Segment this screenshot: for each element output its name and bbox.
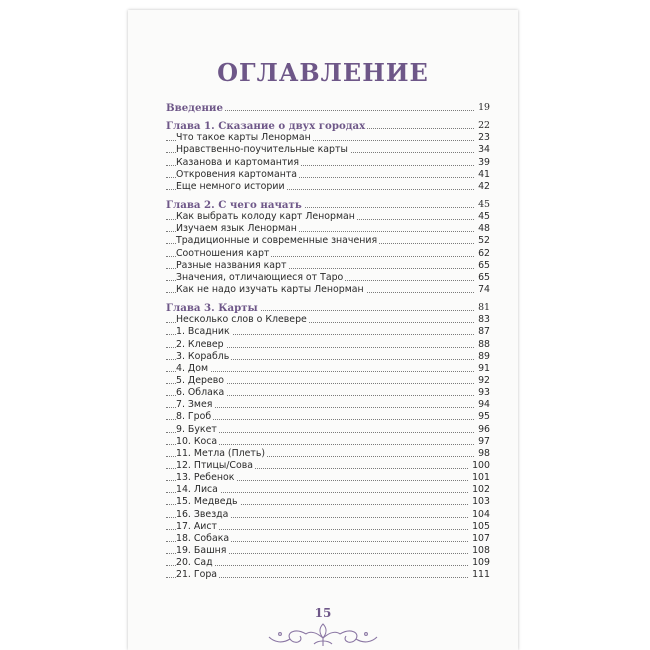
entry-page-number: 108 [469,545,490,557]
toc-entry [166,144,490,156]
dot-leader [166,371,482,372]
floral-ornament-icon [266,618,380,648]
book-page [128,10,518,650]
entry-title: Глава 3. Карты [166,302,258,315]
entry-title: Казанова и картомантия [176,156,300,168]
toc-entry [166,339,490,351]
entry-title: Значения, отличающиеся от Таро [176,271,344,283]
entry-title: 15. Медведь [176,496,238,508]
entry-title: Глава 2. С чего начать [166,198,302,211]
entry-page-number: 65 [475,272,490,284]
entry-page-number: 23 [475,132,490,144]
toc-entry [166,132,490,144]
entry-title: 4. Дом [176,362,209,374]
entry-page-number: 101 [469,472,490,484]
entry-page-number: 41 [475,169,490,181]
toc-entry [166,399,490,411]
entry-page-number: 104 [469,509,490,521]
entry-page-number: 39 [475,157,490,169]
entry-page-number: 74 [475,284,490,296]
entry-title: 3. Корабль [176,350,230,362]
entry-title: 19. Башня [176,544,227,556]
page-number: 15 [314,606,332,620]
entry-title: 6. Облака [176,387,225,399]
toc-entry [166,496,490,508]
toc-chapter [166,302,490,314]
entry-page-number: 45 [475,199,490,211]
toc-entry [166,211,490,223]
entry-title: Глава 1. Сказание о двух городах [166,120,366,133]
entry-page-number: 98 [475,448,490,460]
toc-entry [166,387,490,399]
toc-entry [166,545,490,557]
entry-title: Введение [166,102,223,114]
entry-page-number: 107 [469,533,490,545]
toc-entry [166,169,490,181]
entry-page-number: 105 [469,521,490,533]
entry-page-number: 83 [475,314,490,326]
entry-page-number: 88 [475,339,490,351]
entry-title: Как выбрать колоду карт Ленорман [176,211,355,223]
entry-page-number: 103 [469,496,490,508]
toc-entry [166,436,490,448]
toc-entry [166,181,490,193]
toc-entry [166,424,490,436]
toc-entry [166,521,490,533]
entry-title: Разные названия карт [176,259,287,271]
entry-title: 10. Коса [176,435,218,447]
entry-page-number: 111 [469,569,490,581]
entry-title: 7. Змея [176,399,213,411]
page-title: ОГЛАВЛЕНИЕ [217,58,429,87]
toc-entry [166,557,490,569]
table-of-contents [166,102,490,581]
toc-entry [166,284,490,296]
entry-page-number: 92 [475,375,490,387]
toc-entry [166,235,490,247]
toc-entry [166,375,490,387]
toc-entry [166,569,490,581]
toc-entry [166,314,490,326]
toc-entry [166,509,490,521]
entry-page-number: 19 [475,102,490,114]
entry-page-number: 95 [475,411,490,423]
entry-title: 13. Ребенок [176,472,235,484]
entry-page-number: 81 [475,302,490,314]
toc-entry [166,448,490,460]
entry-title: 16. Звезда [176,508,229,520]
entry-title: 21. Гора [176,569,218,581]
entry-page-number: 34 [475,144,490,156]
entry-page-number: 87 [475,326,490,338]
toc-entry [166,411,490,423]
entry-title: 8. Гроб [176,411,212,423]
entry-page-number: 22 [475,120,490,132]
entry-page-number: 102 [469,484,490,496]
entry-page-number: 93 [475,387,490,399]
entry-title: 17. Аист [176,520,218,532]
entry-page-number: 62 [475,248,490,260]
entry-page-number: 100 [469,460,490,472]
entry-page-number: 65 [475,260,490,272]
entry-title: Как не надо изучать карты Ленорман [176,283,364,295]
toc-entry [166,260,490,272]
toc-entry [166,484,490,496]
toc-entry [166,363,490,375]
entry-title: Нравственно-поучительные карты [176,144,348,156]
dot-leader [166,419,482,420]
entry-title: 14. Лиса [176,484,218,496]
entry-page-number: 48 [475,223,490,235]
entry-title: Что такое карты Ленорман [176,132,311,144]
toc-chapter [166,199,490,211]
entry-title: 2. Клевер [176,338,224,350]
entry-title: 20. Сад [176,557,213,569]
toc-chapter [166,120,490,132]
entry-page-number: 97 [475,436,490,448]
toc-entry [166,351,490,363]
toc-entry [166,472,490,484]
entry-title: 1. Всадник [176,326,230,338]
entry-title: Традиционные и современные значения [176,235,378,247]
entry-title: 12. Птицы/Сова [176,459,253,471]
entry-title: 11. Метла (Плеть) [176,447,266,459]
entry-page-number: 96 [475,424,490,436]
toc-entry [166,248,490,260]
entry-title: 5. Дерево [176,374,224,386]
entry-title: Откровения картоманта [176,168,298,180]
toc-entry [166,272,490,284]
entry-page-number: 109 [469,557,490,569]
entry-page-number: 45 [475,211,490,223]
entry-title: Изучаем язык Ленорман [176,223,297,235]
entry-page-number: 52 [475,235,490,247]
toc-entry [166,460,490,472]
entry-page-number: 42 [475,181,490,193]
entry-title: Несколько слов о Клевере [176,314,307,326]
toc-entry [166,326,490,338]
entry-page-number: 94 [475,399,490,411]
entry-page-number: 91 [475,363,490,375]
toc-entry [166,533,490,545]
entry-title: Соотношения карт [176,247,270,259]
entry-title: 18. Собака [176,532,230,544]
toc-intro [166,102,490,114]
entry-page-number: 89 [475,351,490,363]
toc-entry [166,223,490,235]
entry-title: Еще немного истории [176,180,285,192]
toc-entry [166,157,490,169]
entry-title: 9. Букет [176,423,217,435]
